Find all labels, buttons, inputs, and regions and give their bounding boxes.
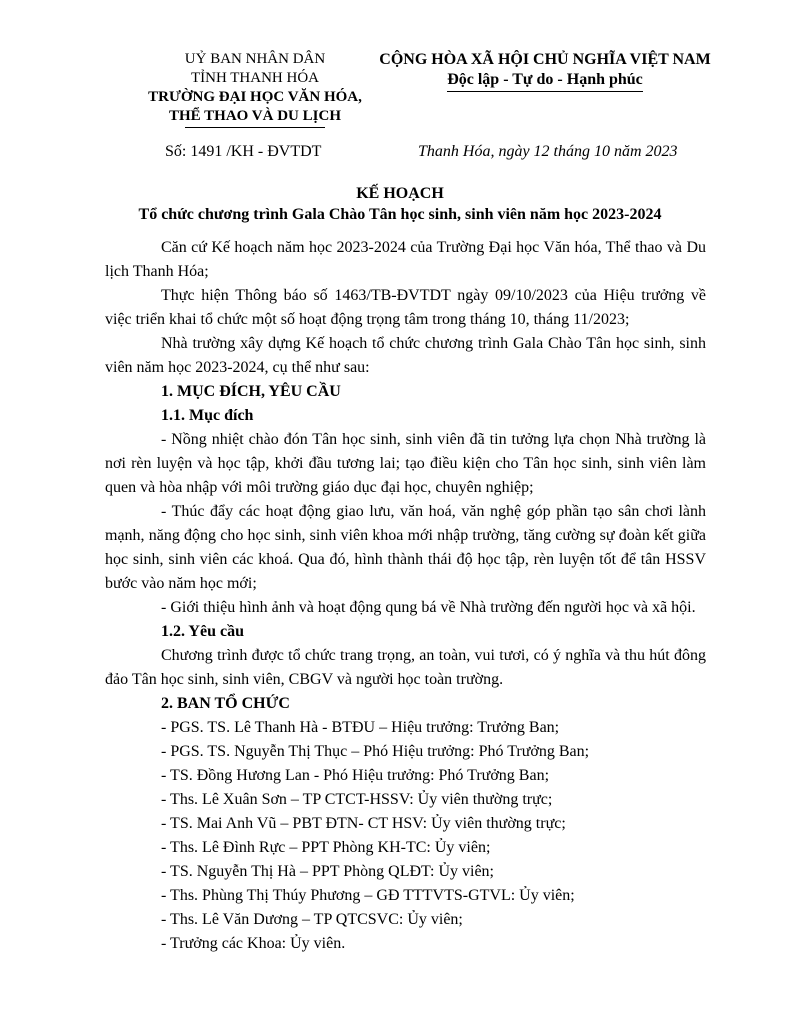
committee-member: - Ths. Lê Văn Dương – TP QTCSVC: Ủy viên; [161, 911, 463, 928]
committee-member: - Ths. Lê Đình Rực – PPT Phòng KH-TC: Ủy viên; [161, 839, 491, 856]
authority-line-1: UỶ BAN NHÂN DÂN [184, 51, 326, 67]
document-date: Thanh Hóa, ngày 12 tháng 10 năm 2023 [418, 143, 678, 160]
purpose-item: - Thúc đẩy các hoạt động giao lưu, văn hoá, văn nghệ góp phần tạo sân chơi lành mạnh, năng động cho học sinh, sinh viên khoa mới nhập trường, tăng cường sự đoàn kết giữa học sinh, sinh viên các khoá. Qua đó, hình thành thái độ học tập, rèn luyện tốt để tân HSSV bước vào năm học mới; [105, 503, 706, 592]
university-name-line-2: THỂ THAO VÀ DU LỊCH [169, 108, 341, 124]
intro-paragraph: Căn cứ Kế hoạch năm học 2023-2024 của Trường Đại học Văn hóa, Thể thao và Du lịch Thanh Hóa; [105, 239, 706, 280]
committee-member: - PGS. TS. Nguyễn Thị Thục – Phó Hiệu trưởng: Phó Trưởng Ban; [161, 743, 590, 760]
committee-member: - TS. Nguyễn Thị Hà – PPT Phòng QLĐT: Ủy viên; [161, 863, 494, 880]
committee-member: - Ths. Phùng Thị Thúy Phương – GĐ TTTVTS-GTVL: Ủy viên; [161, 887, 575, 904]
subsection-1-2-heading: 1.2. Yêu cầu [161, 623, 244, 640]
intro-paragraph: Thực hiện Thông báo số 1463/TB-ĐVTDT ngày 09/10/2023 của Hiệu trưởng về việc triển khai tổ chức một số hoạt động trọng tâm trong tháng 10, tháng 11/2023; [105, 287, 706, 328]
document-number: Số: 1491 /KH - ĐVTDT [165, 143, 322, 160]
committee-member: - Trưởng các Khoa: Ủy viên. [161, 935, 346, 952]
title-main: KẾ HOẠCH [356, 185, 444, 202]
committee-member: - Ths. Lê Xuân Sơn – TP CTCT-HSSV: Ủy viên thường trực; [161, 791, 553, 808]
country-name: CỘNG HÒA XÃ HỘI CHỦ NGHĨA VIỆT NAM [379, 51, 711, 68]
authority-line-2: TỈNH THANH HÓA [190, 70, 320, 86]
national-header [360, 50, 730, 92]
national-motto: Độc lập - Tự do - Hạnh phúc [447, 70, 643, 92]
title-subtitle: Tổ chức chương trình Gala Chào Tân học sinh, sinh viên năm học 2023-2024 [138, 206, 662, 223]
subsection-1-1-heading: 1.1. Mục đích [161, 407, 254, 424]
committee-member: - TS. Mai Anh Vũ – PBT ĐTN- CT HSV: Ủy viên thường trực; [161, 815, 566, 832]
committee-member: - TS. Đồng Hương Lan - Phó Hiệu trưởng: Phó Trưởng Ban; [161, 767, 550, 784]
section-2-heading: 2. BAN TỔ CHỨC [161, 695, 290, 712]
purpose-item: - Nồng nhiệt chào đón Tân học sinh, sinh viên đã tin tưởng lựa chọn Nhà trường là nơi rèn luyện và học tập, khởi đầu tương lai; tạo điều kiện cho Tân học sinh, sinh viên làm quen và hòa nhập với môi trường giáo dục đại học, chuyên nghiệp; [105, 431, 706, 496]
issuing-authority-header [120, 50, 390, 128]
document-body [105, 236, 706, 956]
requirements-paragraph: Chương trình được tổ chức trang trọng, an toàn, vui tươi, có ý nghĩa và thu hút đông đảo Tân học sinh, sinh viên, CBGV và người học toàn trường. [105, 647, 706, 688]
university-name-line-1: TRƯỜNG ĐẠI HỌC VĂN HÓA, [148, 89, 362, 105]
document-title [0, 183, 800, 225]
purpose-item: - Giới thiệu hình ảnh và hoạt động qung bá về Nhà trường đến người học và xã hội. [161, 599, 696, 616]
header-left-underline [185, 127, 325, 128]
committee-member: - PGS. TS. Lê Thanh Hà - BTĐU – Hiệu trưởng: Trưởng Ban; [161, 719, 560, 736]
section-1-heading: 1. MỤC ĐÍCH, YÊU CẦU [161, 383, 341, 400]
intro-paragraph: Nhà trường xây dựng Kế hoạch tổ chức chương trình Gala Chào Tân học sinh, sinh viên năm học 2023-2024, cụ thể như sau: [105, 335, 706, 376]
